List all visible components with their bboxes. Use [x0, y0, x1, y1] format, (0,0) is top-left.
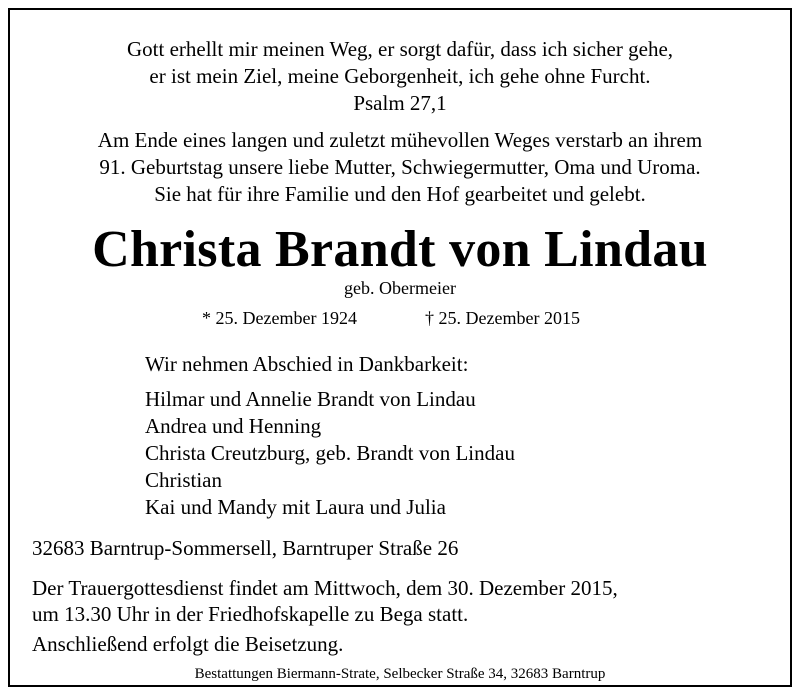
mourner-name: Christian — [145, 468, 222, 492]
mourner-name: Kai und Mandy mit Laura und Julia — [145, 495, 446, 519]
maiden-name: geb. Obermeier — [344, 278, 456, 298]
psalm-line-2: er ist mein Ziel, meine Geborgenheit, ich gehe ohne Furcht. — [149, 64, 651, 88]
mourner-name: Christa Creutzburg, geb. Brandt von Lindau — [145, 441, 515, 465]
intro-line-1: Am Ende eines langen und zuletzt mühevollen Weges verstarb an ihrem — [97, 128, 703, 152]
service-line-2: um 13.30 Uhr in der Friedhofskapelle zu Bega statt. — [32, 602, 469, 626]
mourner-name: Andrea und Henning — [145, 414, 322, 438]
intro-line-3: Sie hat für ihre Familie und den Hof gearbeitet und gelebt. — [154, 182, 646, 206]
service-line-3: Anschließend erfolgt die Beisetzung. — [32, 632, 344, 656]
birth-date: * 25. Dezember 1924 — [202, 308, 357, 328]
family-address: 32683 Barntrup-Sommersell, Barntruper Straße 26 — [32, 536, 459, 560]
psalm-line-1: Gott erhellt mir meinen Weg, er sorgt dafür, dass ich sicher gehe, — [126, 37, 674, 61]
deceased-name: Christa Brandt von Lindau — [92, 221, 708, 278]
obituary-notice — [8, 8, 792, 687]
intro-line-2: 91. Geburtstag unsere liebe Mutter, Schwiegermutter, Oma und Uroma. — [99, 155, 701, 179]
undertaker-line: Bestattungen Biermann-Strate, Selbecker Straße 34, 32683 Barntrup — [194, 666, 606, 682]
mourners-heading: Wir nehmen Abschied in Dankbarkeit: — [145, 352, 469, 376]
service-line-1: Der Trauergottesdienst findet am Mittwoch, dem 30. Dezember 2015, — [32, 576, 618, 600]
death-date: † 25. Dezember 2015 — [425, 308, 580, 328]
psalm-reference: Psalm 27,1 — [353, 91, 447, 115]
mourner-name: Hilmar und Annelie Brandt von Lindau — [145, 387, 476, 411]
